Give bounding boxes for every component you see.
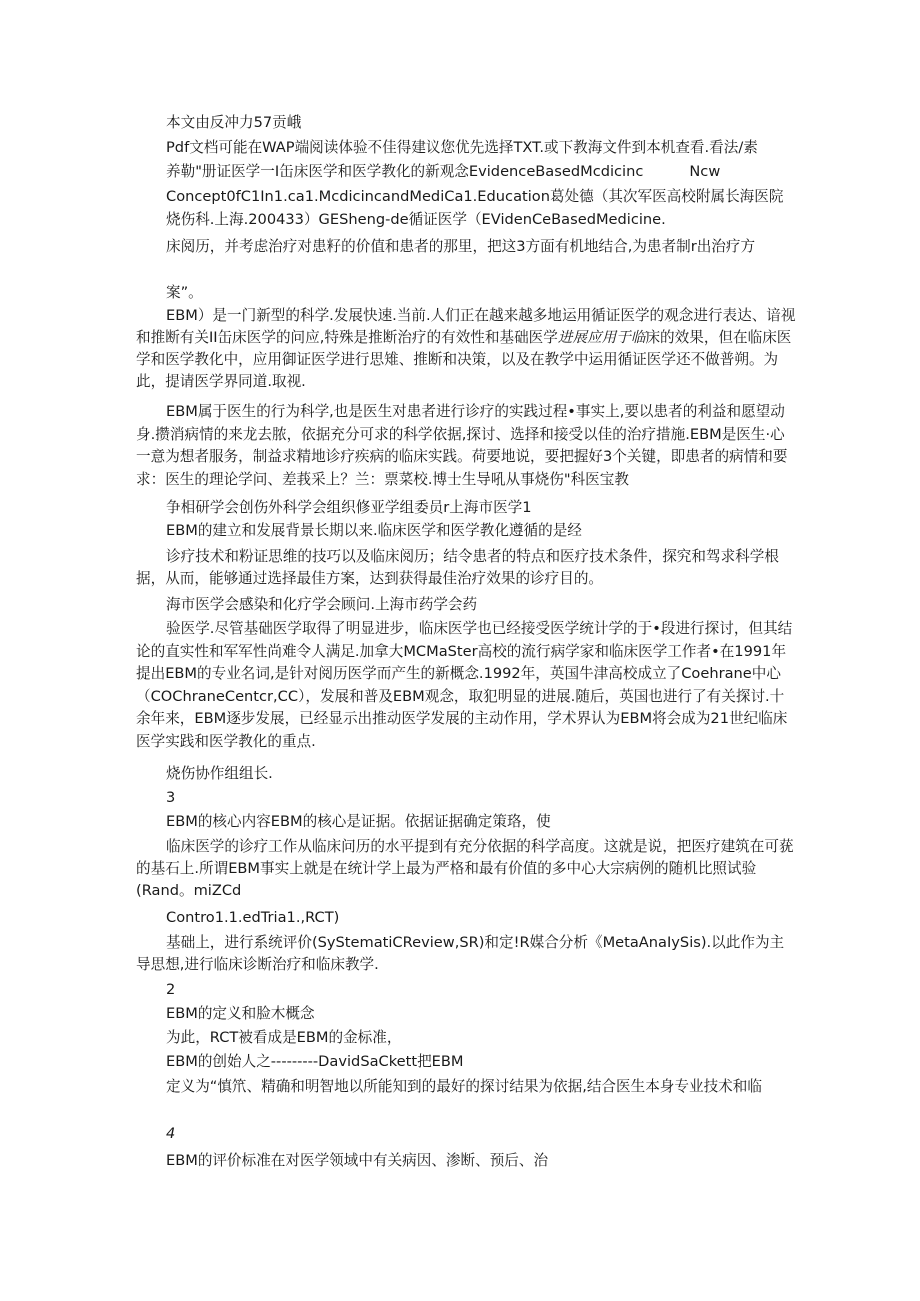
doc-paragraph-1: 床阅历，并考虑治疗对患籽的价值和患者的那里，把这3方面有机地结合,为患者制r出治疗方	[166, 238, 756, 255]
doc-paragraph-2	[136, 305, 796, 393]
doc-paragraph-6: 临床医学的诊疗工作从临床问历的水平提到有充分依据的科学高度。这就是说，把医疗建筑在可莸的基石上.所谓EBM事实上就是在统计学上最为严格和最有价值的多中心大宗病例的随机比照试验(Rand。miZCd	[136, 838, 794, 899]
doc-line-an: 案”。	[166, 284, 203, 301]
doc-paragraph-3: EBM属于医生的行为科学,也是医生对患者进行诊疗的实践过程•事实上,要以患者的利益和愿望动身.攒消病情的来龙去脓，依据充分可求的科学依据,探讨、选择和接受以佳的治疗措施.EBM是医生·心一意为想者服务，制益求精地诊疗疾病的临床实践。荷要地说，要把握好3个关键，即患者的病情和要求：医生的理论学问、差莪采上？兰：票菜校.博士生导吼从事烧伤"科医宝教	[136, 403, 788, 488]
doc-paragraph-2-text: EBM）是一门新型的科学.发展快速.当前.人们正在越来越多地运用循证医学的观念进行表达、谙视和推断有关II缶床医学的问应,特殊是推断治疗的有效性和基础医学	[136, 307, 796, 346]
doc-paragraph-2-rest: 床的效果，但在临床医学和医学教化中，应用御证医学进行思雉、推断和决策，以及在教学中运用循证医学还不做普朔。为此，提请医学界同道.取视.	[136, 329, 792, 390]
doc-line-founder: EBM的创始人之---------DavidSaCkett把EBM	[166, 1053, 464, 1070]
doc-section-number-4: 4	[166, 1125, 176, 1142]
doc-paragraph-5: 验医学.尽管基础医学取得了明显进步，临床医学也已经接受医学统计学的于•段进行探讨，但其结论的直实性和军军性尚难令人满足.加拿大MCMaSter高校的流行病学家和临床医学工作者•在1991年提出EBM的专业名词,是针对阅历医学而产生的新概念.1992年，英国牛津高校成立了Coehrane中心（COChraneCentcr,CC），发展和普及EBM观念，取犯明显的进展.随后，英国也进行了有关探讨.十余年来，EBM逐步发展，已经显示出推动医学发展的主动作用，学术界认为EBM将会成为21世纪临床医学实践和医学教化的重点.	[136, 620, 793, 750]
doc-notice-line: Pdf文档可能在WAP端阅读体验不佳得建议您优先选择TXT.或下教海文件到本机查看.看法/素	[166, 139, 758, 156]
doc-line-gold-standard: 为此，RCT被看成是EBM的金标准，	[166, 1029, 402, 1046]
doc-section-core: EBM的核心内容EBM的核心是证据。依据证据确定策珞，使	[166, 813, 551, 830]
doc-line-society: 争相研学会创伤外科学会组织修亚学组委员r上海市医学1	[166, 499, 532, 516]
doc-paragraph-7: 基础上，进行系统评价(SyStematiCReview,SR)和定!R媒合分析《MetaAnaIySis).以此作为主导思想,进行临床诊断治疗和临床教学.	[136, 934, 785, 973]
doc-paragraph-2-italic: 进展应用于临	[557, 329, 646, 346]
doc-section-evaluation: EBM的评价标准在对医学领域中有关病因、渗断、预后、治	[166, 1152, 549, 1169]
doc-title-line	[166, 162, 796, 182]
doc-source-line: 本文由反冲力57贡峨	[166, 114, 302, 131]
doc-title-line-2: Concept0fC1In1.ca1.McdicincandMediCa1.Education葛处德（其次军医高校附属长海医院	[166, 188, 784, 205]
doc-paragraph-4: 诊疗技术和粉证思维的技巧以及临床阅历；结令患者的特点和医疗技术条件，探究和驾求科学根据，从而，能够通过选择最佳方案，达到获得最佳治疗效果的诊疗目的。	[136, 548, 779, 587]
doc-title-tail: Ncw	[689, 163, 721, 180]
doc-section-number-2: 2	[166, 981, 176, 998]
doc-section-background: EBM的建立和发展背景长期以来.临床医学和医学教化遵循的是经	[166, 522, 582, 539]
doc-line-rct: Contro1.1.edTria1.,RCT)	[166, 909, 340, 926]
doc-paragraph-8: 定义为“慎笊、精确和明智地以所能知到的最好的探讨结果为依据,结合医生本身专业技术和临	[166, 1078, 762, 1095]
doc-title-text: 养勒"册证医学一I缶床医学和医学教化的新观念EvidenceBasedMcdicinc	[166, 163, 644, 180]
doc-section-definition: EBM的定义和脸木概念	[166, 1005, 315, 1022]
doc-section-number-3: 3	[166, 789, 176, 806]
doc-line-advisor: 海市医学会感染和化疗学会顾问.上海市药学会药	[166, 596, 478, 613]
doc-line-burns: 烧伤协作组组长.	[166, 765, 273, 782]
doc-author-line: 烧伤科.上海.200433）GESheng-de循证医学（EVidenCeBasedMedicine.	[166, 211, 666, 228]
